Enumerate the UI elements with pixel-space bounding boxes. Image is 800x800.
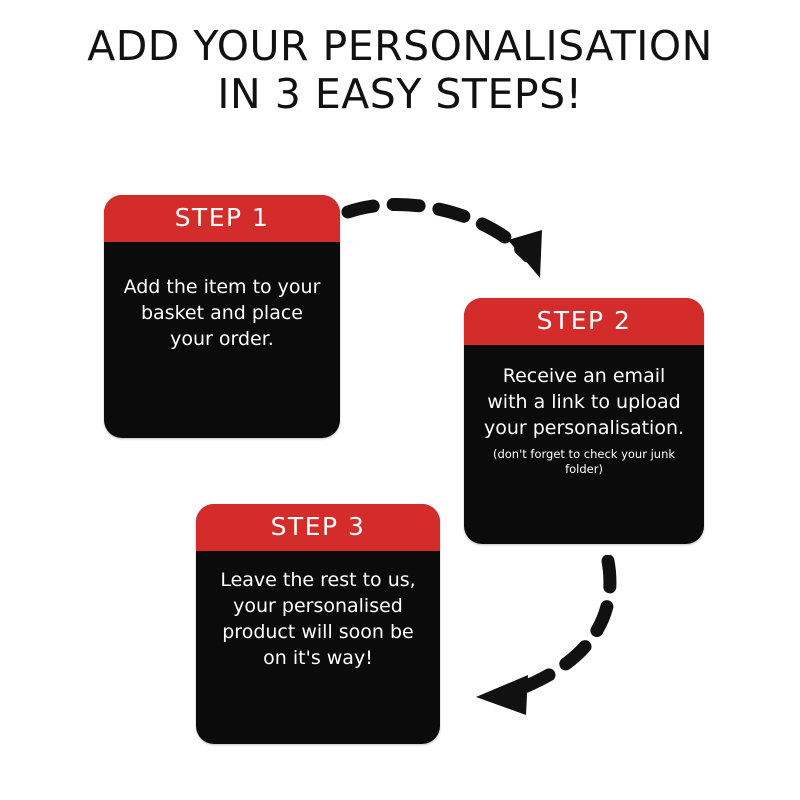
step-2-note: (don't forget to check your junk folder) bbox=[492, 447, 676, 476]
step-card-1 bbox=[104, 195, 340, 438]
step-1-label: STEP 1 bbox=[104, 195, 340, 242]
page-title-line-2: IN 3 EASY STEPS! bbox=[217, 70, 583, 118]
step-2-label: STEP 2 bbox=[464, 298, 704, 345]
arrow-step2-to-step3-icon bbox=[450, 555, 630, 725]
page-title-line-1: ADD YOUR PERSONALISATION bbox=[87, 22, 713, 70]
step-card-2 bbox=[464, 298, 704, 544]
step-3-label: STEP 3 bbox=[196, 504, 440, 551]
step-3-body: Leave the rest to us, your personalised product will soon be on it's way! bbox=[220, 569, 416, 669]
page-title bbox=[0, 22, 800, 118]
step-card-3 bbox=[196, 504, 440, 744]
step-2-body: Receive an email with a link to upload your personalisation. bbox=[483, 365, 685, 439]
step-1-body: Add the item to your basket and place your order. bbox=[123, 276, 321, 350]
arrow-step1-to-step2-icon bbox=[340, 190, 580, 310]
